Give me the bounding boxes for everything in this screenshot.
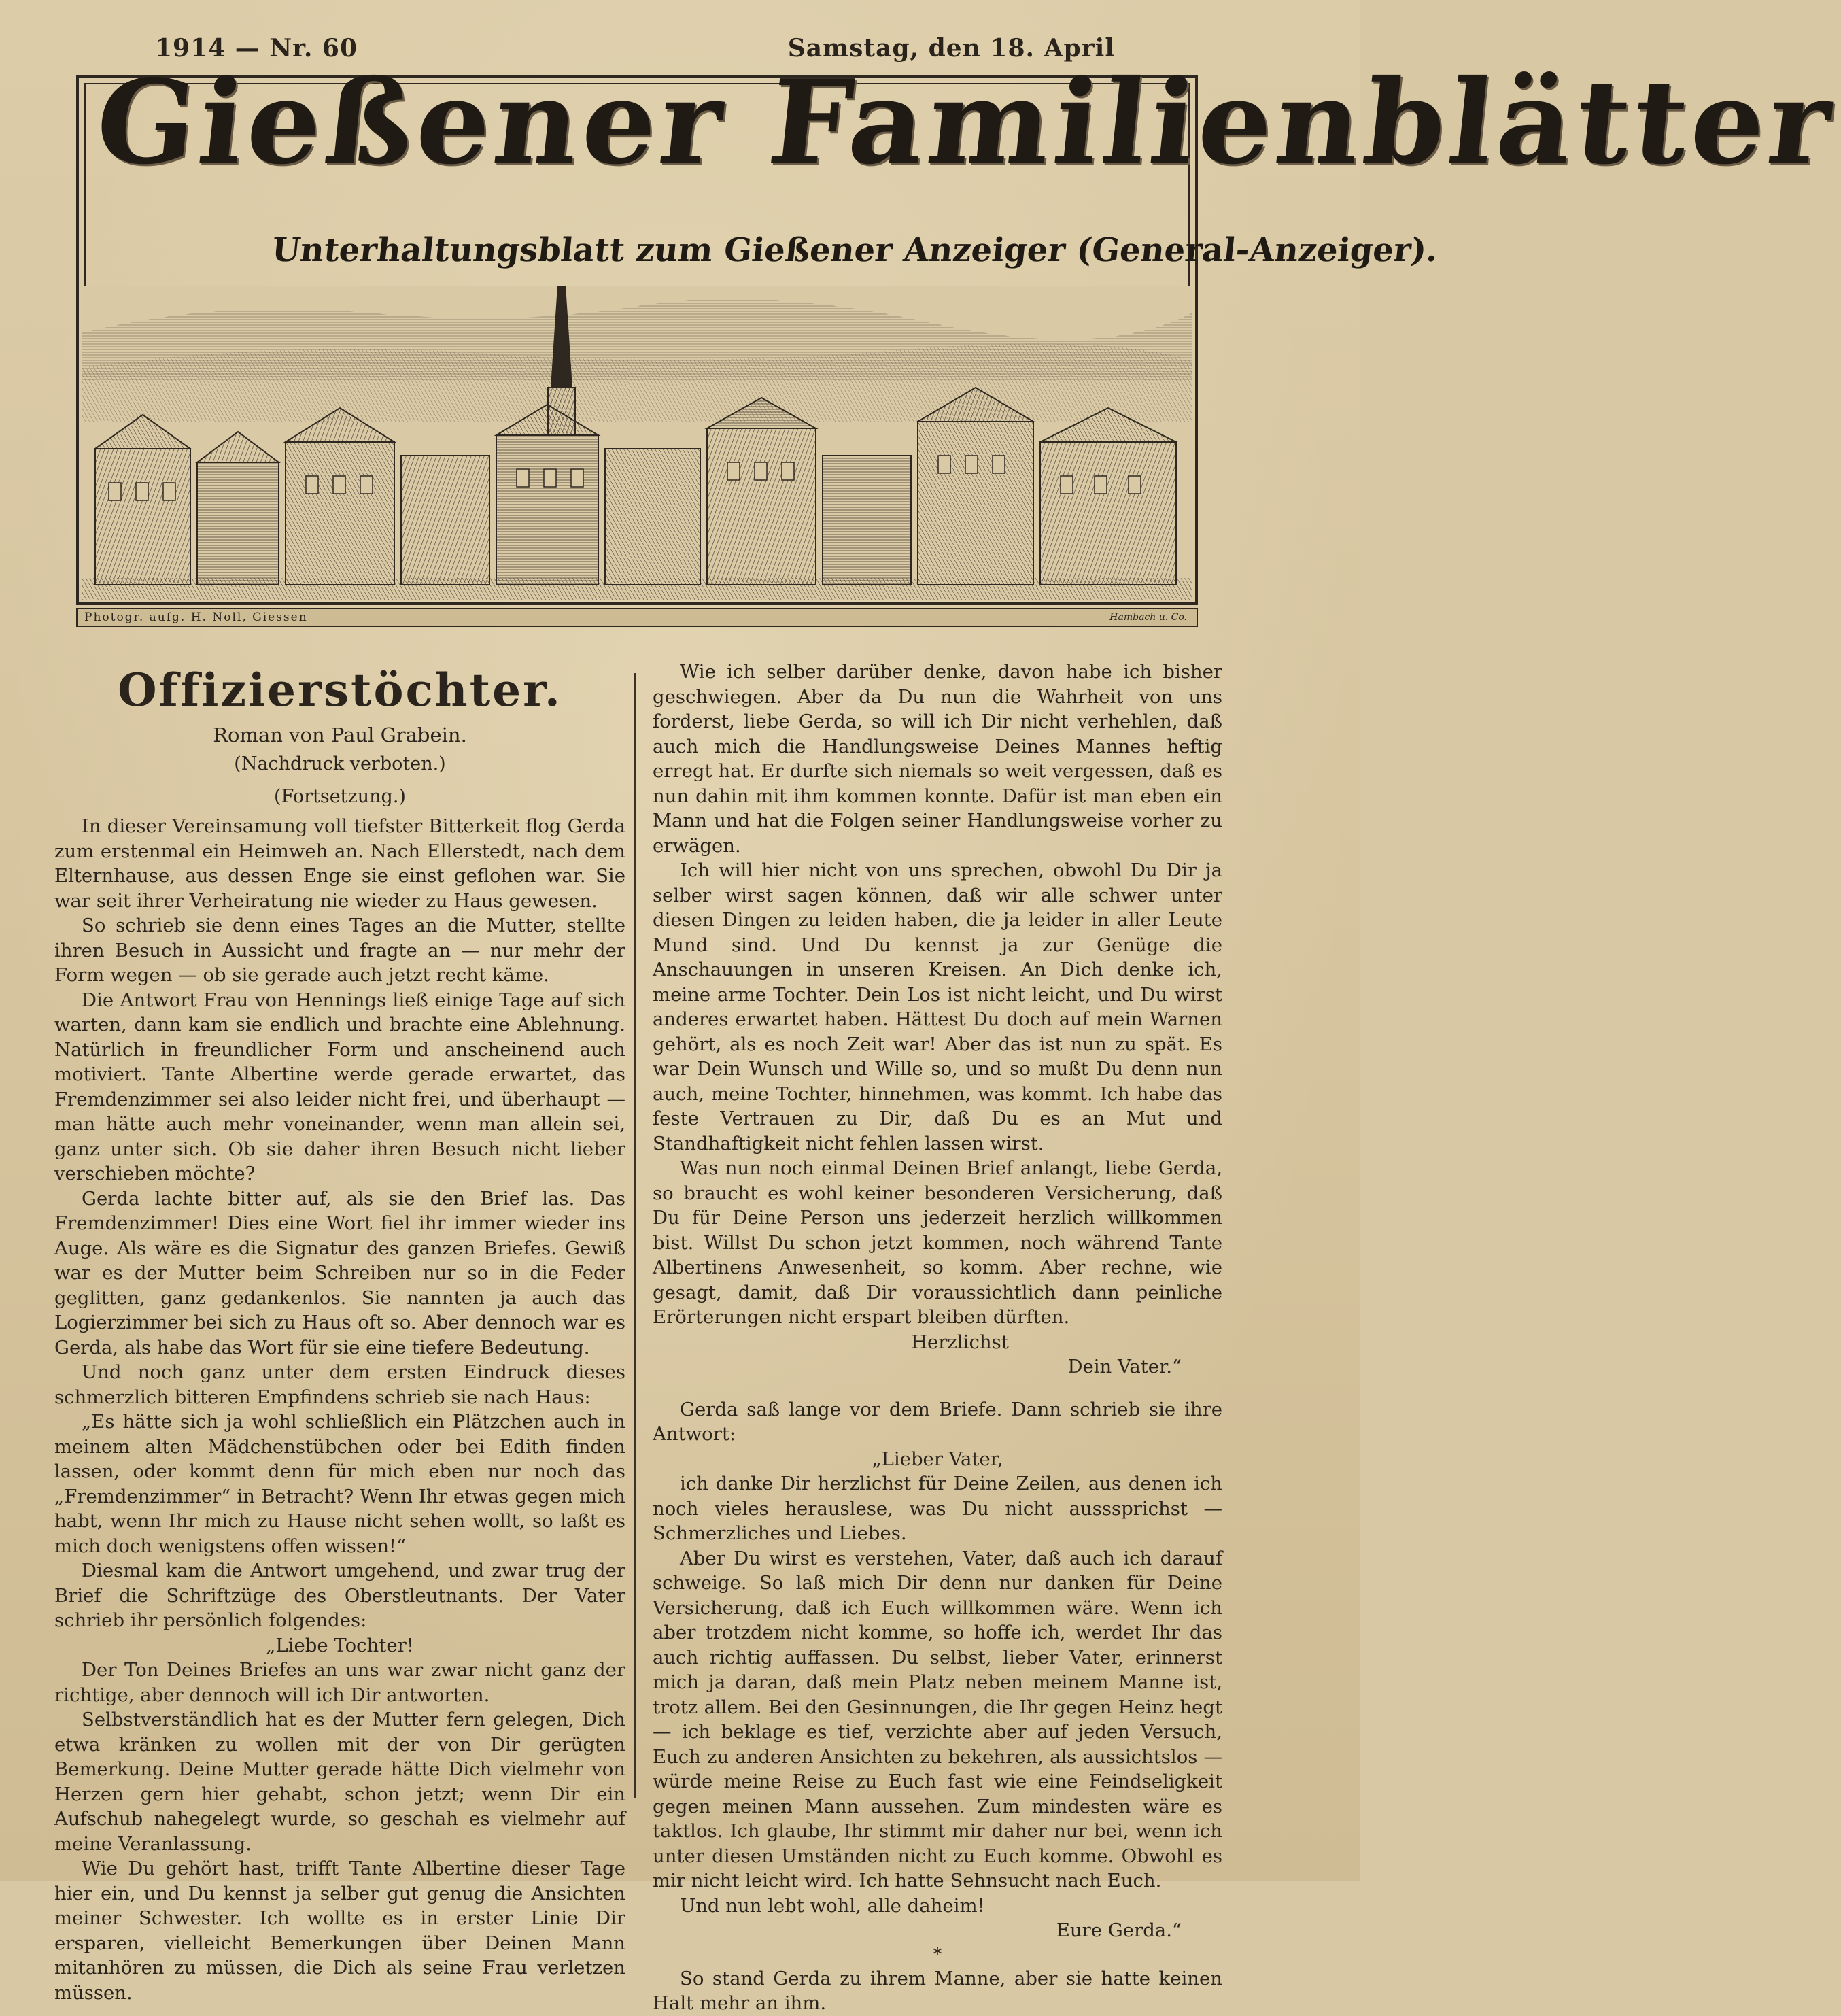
letter-paragraph: Selbstverständlich hat es der Mutter fern gelegen, Dich etwa kränken zu wollen mit der von Dir gerügten Bemerkung. Deine Mutter gerade hätte Dich vielmehr von Herzen gern hier gehabt, schon jetzt; wenn Dir ein Aufschub nahegelegt wurde, so geschah es vielmehr auf meine Veranlassung. xyxy=(54,1709,625,1855)
paragraph: Die Antwort Frau von Hennings ließ einige Tage auf sich warten, dann kam sie endlich und brachte eine Ablehnung. Natürlich in freundlicher Form und anscheinend auch motiviert. Tante Albertine werde gerade erwartet, das Fremdenzimmer sei also leider nicht frei, und überhaupt — man hätte auch mehr voneinander, wenn man allein sei, ganz unter sich. Ob sie daher ihren Besuch nicht lieber verschieben möchte? xyxy=(54,989,625,1184)
reply-signature: Eure Gerda.“ xyxy=(1056,1919,1182,1941)
paragraph: Gerda saß lange vor dem Briefe. Dann schrieb sie ihre Antwort: xyxy=(653,1398,1222,1445)
letter-paragraph: Wie ich selber darüber denke, davon habe ich bisher geschwiegen. Aber da Du nun die Wahrheit von uns forderst, liebe Gerda, so will ich Dir nicht verhehlen, daß auch mich die Handlungsweise Deines Mannes heftig erregt hat. Er durfte sich niemals so weit vergessen, daß es nun dahin mit ihm kommen konnte. Dafür ist man eben ein Mann und hat die Folgen seiner Handlungsweise vorher zu erwägen. xyxy=(653,661,1222,857)
engraver-credit: Hambach u. Co. xyxy=(1109,612,1187,623)
issue-date: Samstag, den 18. April xyxy=(787,34,1115,63)
paragraph: So schrieb sie denn eines Tages an die Mutter, stellte ihren Besuch in Aussicht und fragte an — nur mehr der Form wegen — ob sie gerade auch jetzt recht käme. xyxy=(54,915,625,986)
reply-salutation: „Lieber Vater, xyxy=(872,1448,1003,1470)
article-byline: Roman von Paul Grabein. xyxy=(213,723,467,747)
photo-credit: Photogr. aufg. H. Noll, Giessen xyxy=(84,611,308,624)
article-column-right xyxy=(653,660,1222,2016)
letter-paragraph: Der Ton Deines Briefes an uns war zwar nicht ganz der richtige, aber dennoch will ich Dir antworten. xyxy=(54,1659,625,1706)
paragraph: In dieser Vereinsamung voll tiefster Bitterkeit flog Gerda zum erstenmal ein Heimweh an. Nach Ellerstedt, nach dem Elternhause, aus dessen Enge sie einst geflohen war. Sie war seit ihrer Verheiratung nie wieder zu Haus gewesen. xyxy=(54,815,625,912)
credit-bar xyxy=(76,608,1198,627)
letter-closing: Herzlichst xyxy=(911,1331,1009,1353)
section-separator: * xyxy=(933,1944,942,1965)
reprint-note: (Nachdruck verboten.) xyxy=(234,753,446,774)
masthead-subtitle: Unterhaltungsblatt zum Gießener Anzeiger (General-Anzeiger). xyxy=(270,231,1440,269)
letter-salutation: „Liebe Tochter! xyxy=(266,1634,414,1656)
reply-paragraph: Aber Du wirst es verstehen, Vater, daß auch ich darauf schweige. So laß mich Dir denn nur danken für Deine Versicherung, daß ich Euch willkommen wäre. Wenn ich aber trotzdem nicht komme, so hoffe ich, werdet Ihr das auch richtig auffassen. Du selbst, lieber Vater, erinnerst mich ja daran, daß mein Platz neben meinem Manne ist, trotz allem. Bei den Gesinnungen, die Ihr gegen Heinz hegt — ich beklage es tief, verzichte aber auf jeden Versuch, Euch zu anderen Ansichten zu bekehren, als aussichtslos — würde meine Reise zu Euch fast wie eine Feindseligkeit gegen meinen Mann aussehen. Zum mindesten wäre es taktlos. Ich glaube, Ihr stimmt mir daher nur bei, wenn ich unter diesen Umständen nicht zu Euch komme. Obwohl es mir nicht leicht wird. Ich hatte Sehnsucht nach Euch. xyxy=(653,1547,1222,1892)
issue-number: 1914 — Nr. 60 xyxy=(155,34,358,63)
masthead-title: Gießener Familienblätter xyxy=(90,54,1841,190)
letter-paragraph: Wie Du gehört hast, trifft Tante Albertine dieser Tage hier ein, und Du kennst ja selber gut genug die Ansichten meiner Schwester. Ich wollte es in erster Linie Dir ersparen, vielleicht Bemerkungen über Deinen Mann mitanhören zu müssen, die Dich als seine Frau verletzen müssen. xyxy=(54,1858,625,2004)
article-title: Offizierstöchter. xyxy=(118,664,562,717)
reply-paragraph: Und nun lebt wohl, alle daheim! xyxy=(680,1894,985,1917)
paragraph: Und noch ganz unter dem ersten Eindruck dieses schmerzlich bitteren Empfindens schrieb sie nach Haus: xyxy=(54,1361,625,1408)
paragraph: Gerda lachte bitter auf, als sie den Brief las. Das Fremdenzimmer! Dies eine Wort fiel ihr immer wieder ins Auge. Als wäre es die Signatur des ganzen Briefes. Gewiß war es der Mutter beim Schreiben nur so in die Feder geglitten, ganz gedankenlos. Sie nannten ja auch das Logierzimmer bei sich zu Haus oft so. Aber dennoch war es Gerda, als habe das Wort für sie eine tiefere Bedeutung. xyxy=(54,1187,625,1359)
paragraph: „Es hätte sich ja wohl schließlich ein Plätzchen auch in meinem alten Mädchenstübchen oder bei Edith finden lassen, oder kommt denn für mich eben nur noch das „Fremdenzimmer“ in Betracht? Wenn Ihr etwas gegen mich habt, wenn Ihr mich zu Hause nicht sehen wollt, so laßt es mich doch wenigstens offen wissen!“ xyxy=(54,1411,625,1557)
continuation-note: (Fortsetzung.) xyxy=(274,786,406,807)
city-engraving xyxy=(82,286,1192,600)
paragraph: Diesmal kam die Antwort umgehend, und zwar trug der Brief die Schriftzüge des Oberstleutnants. Der Vater schrieb ihr persönlich folgendes: xyxy=(54,1560,625,1631)
article-column-left xyxy=(54,663,625,2005)
reply-paragraph: ich danke Dir herzlichst für Deine Zeilen, aus denen ich noch vieles herauslese, was Du nicht ausssprichst — Schmerzliches und Liebes. xyxy=(653,1473,1222,1544)
letter-paragraph: Was nun noch einmal Deinen Brief anlangt, liebe Gerda, so braucht es wohl keiner besonderen Versicherung, daß Du für Deine Person uns jederzeit herzlich willkommen bist. Willst Du schon jetzt kommen, noch während Tante Albertinens Anwesenheit, so komm. Aber rechne, wie gesagt, damit, daß Dir voraussichtlich dann peinliche Erörterungen nicht erspart bleiben dürften. xyxy=(653,1157,1222,1328)
column-divider xyxy=(634,673,636,1798)
letter-signature: Dein Vater.“ xyxy=(1067,1356,1182,1378)
paragraph: So stand Gerda zu ihrem Manne, aber sie hatte keinen Halt mehr an ihm. xyxy=(653,1967,1222,2014)
letter-paragraph: Ich will hier nicht von uns sprechen, obwohl Du Dir ja selber wirst sagen können, daß wir alle schwer unter diesen Dingen zu leiden haben, die ja leider in aller Leute Mund sind. Und Du kennst ja zur Genüge die Anschauungen in unseren Kreisen. An Dich denke ich, meine arme Tochter. Dein Los ist nicht leicht, und Du wirst anderes erwartet haben. Hättest Du doch auf mein Warnen gehört, als es noch Zeit war! Aber das ist nun zu spät. Es war Dein Wunsch und Wille so, und so mußt Du denn nun auch, meine Tochter, hinnehmen, was kommt. Ich habe das feste Vertrauen zu Dir, daß Du es an Mut und Standhaftigkeit nicht fehlen lassen wirst. xyxy=(653,859,1222,1155)
